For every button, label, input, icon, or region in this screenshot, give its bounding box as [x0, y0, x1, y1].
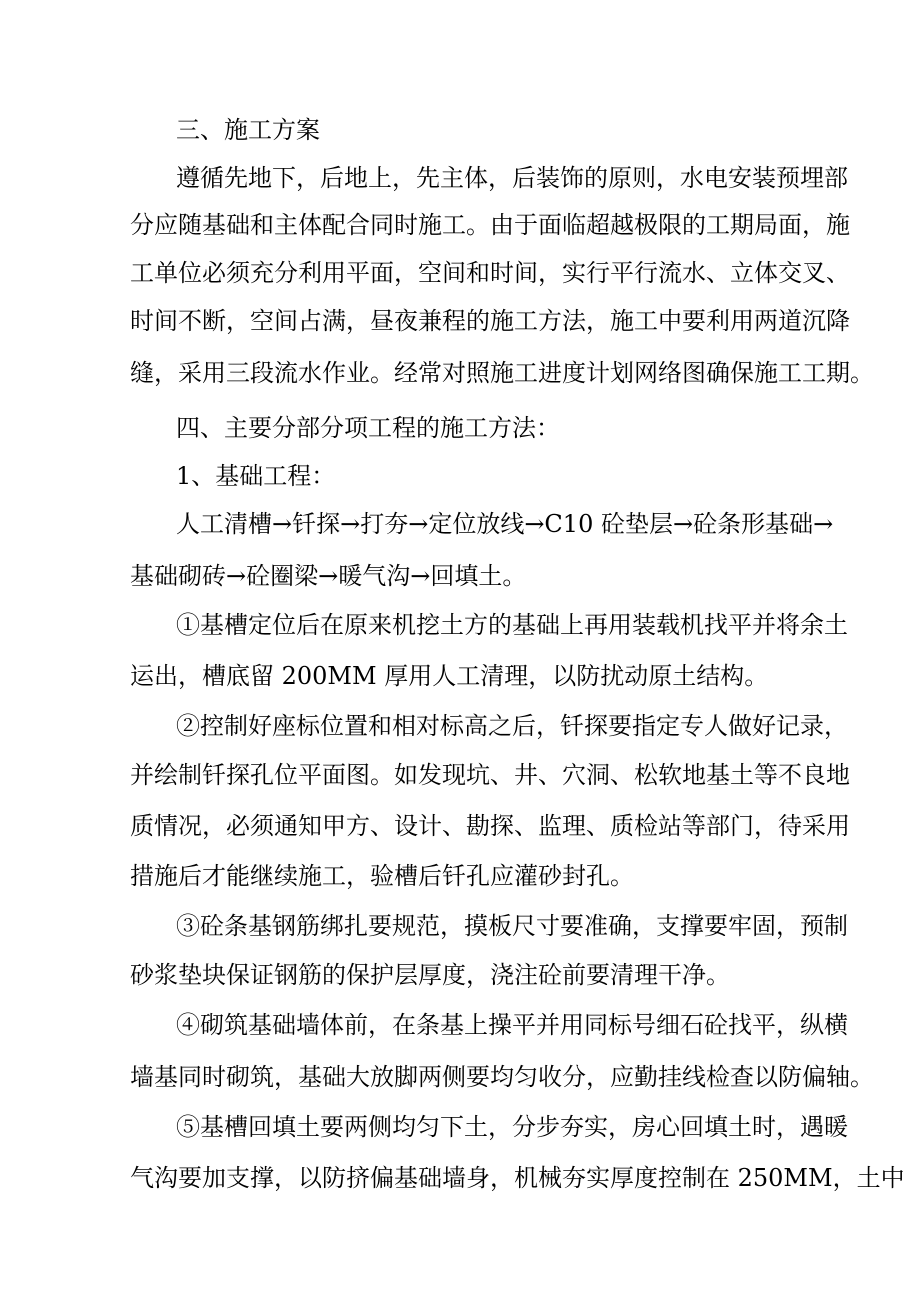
heading-main-methods: 四、主要分部分项工程的施工方法：: [176, 414, 560, 442]
paragraph-line: ⑤基槽回填土要两侧均匀下土，分步夯实，房心回填土时，遇暖: [176, 1113, 848, 1141]
paragraph-line: 缝，采用三段流水作业。经常对照施工进度计划网络图确保施工工期。: [130, 359, 874, 387]
paragraph-line: 分应随基础和主体配合同时施工。由于面临超越极限的工期局面，施: [130, 211, 850, 239]
paragraph-line: 砂浆垫块保证钢筋的保护层厚度，浇注砼前要清理干净。: [130, 961, 730, 989]
paragraph-line: 并绘制钎探孔位平面图。如发现坑、井、穴洞、松软地基土等不良地: [130, 761, 850, 789]
paragraph-line: 质情况，必须通知甲方、设计、勘探、监理、质检站等部门，待采用: [130, 812, 850, 840]
heading-foundation-works: 1、基础工程：: [176, 462, 336, 490]
paragraph-line: 时间不断，空间占满，昼夜兼程的施工方法，施工中要利用两道沉降: [130, 307, 850, 335]
paragraph-line: 墙基同时砌筑，基础大放脚两侧要均匀收分，应勤挂线检查以防偏轴。: [130, 1063, 874, 1091]
paragraph-line: 人工清槽→钎探→打夯→定位放线→C10 砼垫层→砼条形基础→: [176, 510, 834, 538]
heading-construction-plan: 三、施工方案: [176, 116, 320, 144]
paragraph-line: ③砼条基钢筋绑扎要规范，摸板尺寸要准确，支撑要牢固，预制: [176, 912, 848, 940]
paragraph-line: 措施后才能继续施工，验槽后钎孔应灌砂封孔。: [130, 862, 634, 890]
paragraph-line: ④砌筑基础墙体前，在条基上操平并用同标号细石砼找平，纵横: [176, 1011, 848, 1039]
paragraph-line: 基础砌砖→砼圈梁→暖气沟→回填土。: [130, 562, 527, 590]
paragraph-line: ①基槽定位后在原来机挖土方的基础上再用装载机找平并将余土: [176, 611, 848, 639]
paragraph-line: ②控制好座标位置和相对标高之后，钎探要指定专人做好记录，: [176, 712, 848, 740]
paragraph-line: 运出，槽底留 200MM 厚用人工清理，以防扰动原土结构。: [130, 662, 769, 690]
paragraph-line: 气沟要加支撑，以防挤偏基础墙身，机械夯实厚度控制在 250MM，土中: [130, 1164, 905, 1192]
paragraph-line: 工单位必须充分利用平面，空间和时间，实行平行流水、立体交叉、: [130, 259, 850, 287]
paragraph-line: 遵循先地下，后地上，先主体，后装饰的原则，水电安装预埋部: [176, 164, 848, 192]
